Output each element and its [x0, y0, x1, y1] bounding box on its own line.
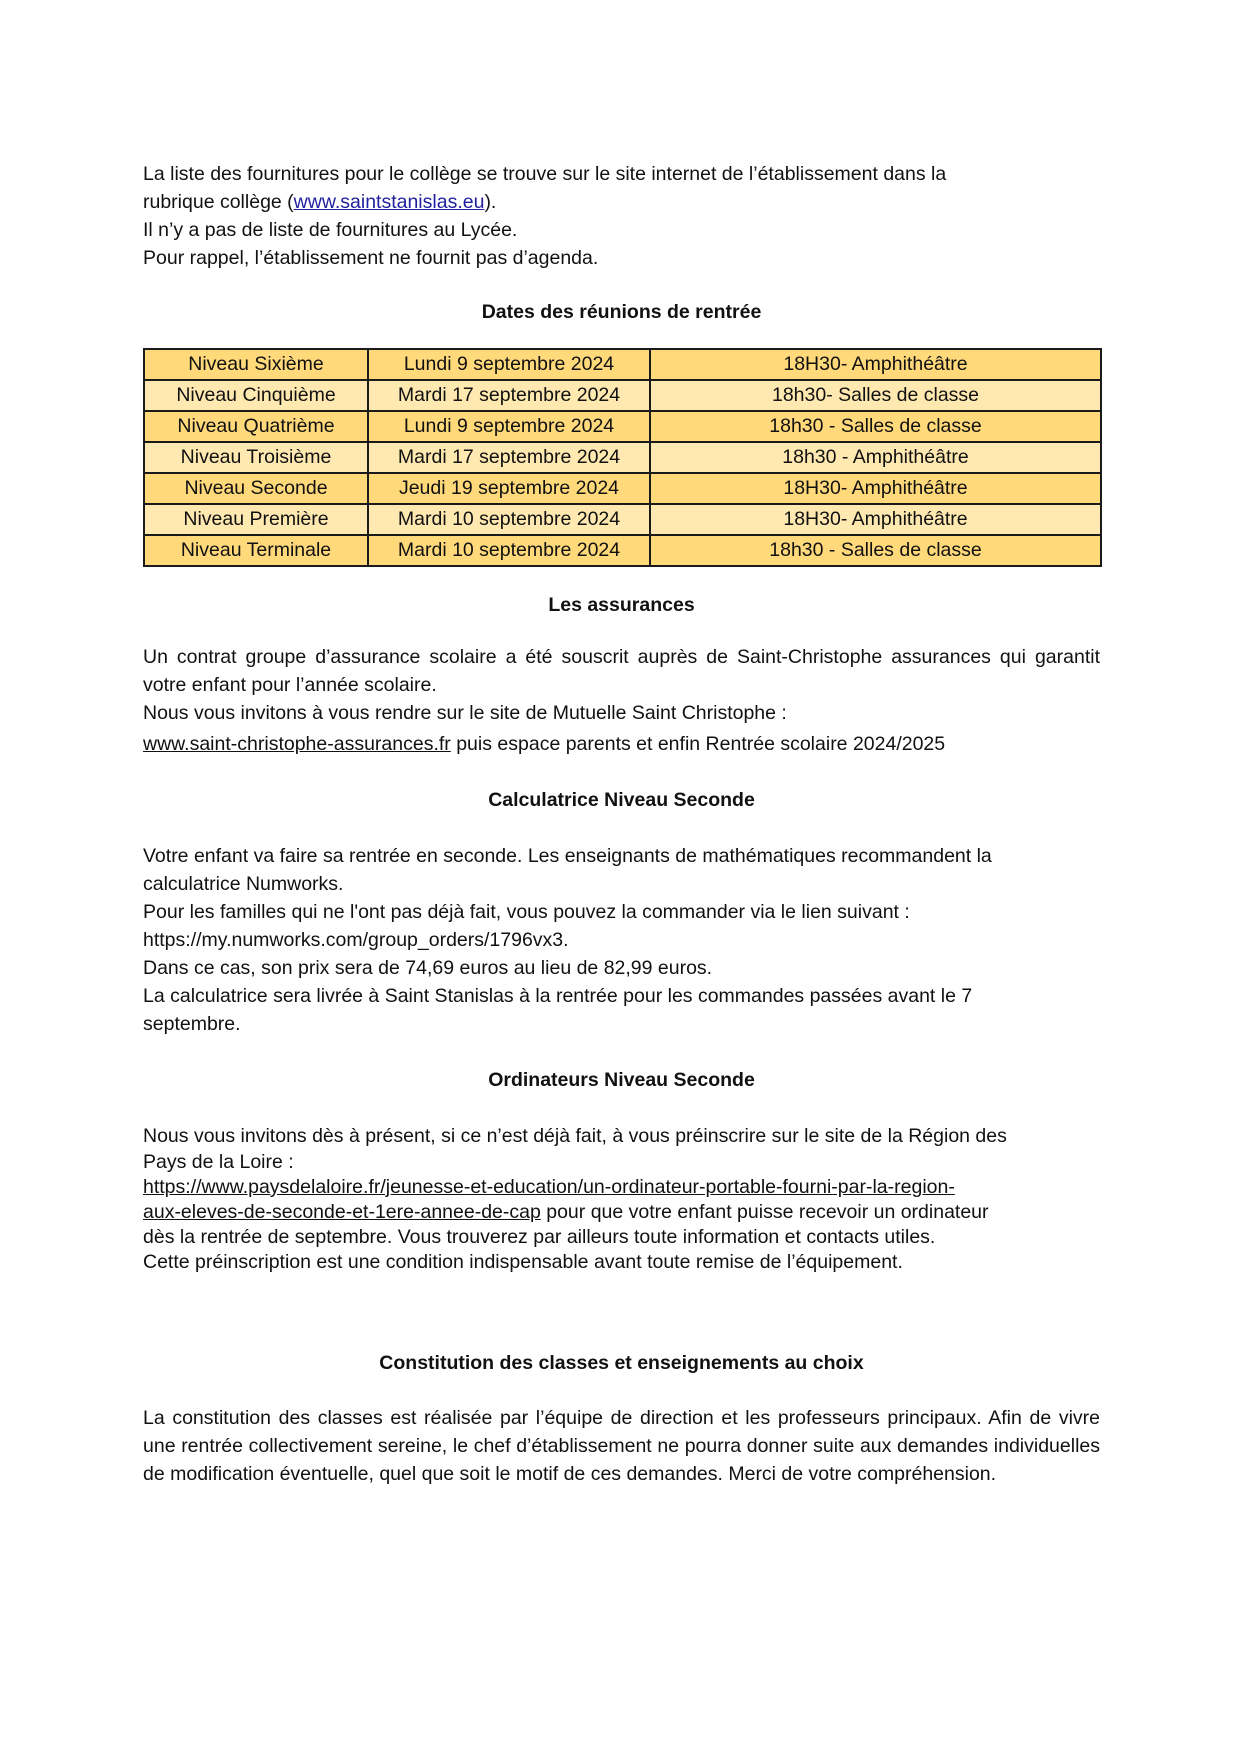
level-cell: Niveau Sixième	[144, 349, 368, 380]
region-link-part-1[interactable]: https://www.paysdelaloire.fr/jeunesse-et-education/un-ordinateur-portable-fourni-par-la-region-	[143, 1176, 955, 1198]
date-cell: Lundi 9 septembre 2024	[368, 411, 650, 442]
info-cell: 18H30- Amphithéâtre	[650, 473, 1101, 504]
meetings-table	[143, 348, 1102, 567]
computers-line-1: Nous vous invitons dès à présent, si ce n’est déjà fait, à vous préinscrire sur le site de la Région des	[143, 1125, 1007, 1147]
insurance-link-suffix: puis espace parents et enfin Rentrée scolaire 2024/2025	[450, 733, 946, 755]
school-website-link[interactable]: www.saintstanislas.eu	[293, 191, 485, 213]
classes-section	[143, 1404, 1100, 1488]
insurance-title: Les assurances	[548, 594, 695, 616]
insurance-section	[143, 643, 1100, 758]
intro-line-1: La liste des fournitures pour le collège se trouve sur le site internet de l’établissement dans la	[143, 163, 947, 185]
insurance-website-link[interactable]: www.saint-christophe-assurances.fr	[143, 733, 451, 755]
info-cell: 18h30 - Amphithéâtre	[650, 442, 1101, 473]
table-row	[144, 535, 1101, 566]
document-page	[143, 160, 1100, 1488]
calculator-line-6: La calculatrice sera livrée à Saint Stanislas à la rentrée pour les commandes passées avant le 7	[143, 985, 973, 1007]
info-cell: 18h30 - Salles de classe	[650, 411, 1101, 442]
computers-section	[143, 1122, 1100, 1275]
calculator-line-7: septembre.	[143, 1013, 241, 1035]
computers-line-2: Pays de la Loire :	[143, 1151, 294, 1173]
computers-link-suffix: pour que votre enfant puisse recevoir un ordinateur	[540, 1201, 989, 1223]
calculator-line-2: calculatrice Numworks.	[143, 873, 344, 895]
calculator-line-3: Pour les familles qui ne l'ont pas déjà fait, vous pouvez la commander via le lien suivant :	[143, 901, 910, 923]
insurance-paragraph-2: Nous vous invitons à vous rendre sur le site de Mutuelle Saint Christophe :	[143, 702, 787, 724]
computers-title: Ordinateurs Niveau Seconde	[488, 1069, 755, 1091]
level-cell: Niveau Troisième	[144, 442, 368, 473]
level-cell: Niveau Première	[144, 504, 368, 535]
computers-line-5: Cette préinscription est une condition indispensable avant toute remise de l’équipement.	[143, 1251, 903, 1273]
level-cell: Niveau Seconde	[144, 473, 368, 504]
intro-line-2	[143, 188, 1100, 216]
intro-section	[143, 160, 1100, 272]
date-cell: Mardi 10 septembre 2024	[368, 535, 650, 566]
calculator-title: Calculatrice Niveau Seconde	[488, 789, 755, 811]
date-cell: Mardi 10 septembre 2024	[368, 504, 650, 535]
calculator-line-5: Dans ce cas, son prix sera de 74,69 euros au lieu de 82,99 euros.	[143, 957, 713, 979]
info-cell: 18H30- Amphithéâtre	[650, 504, 1101, 535]
date-cell: Jeudi 19 septembre 2024	[368, 473, 650, 504]
computers-link-line-1	[143, 1175, 1100, 1200]
classes-paragraph: La constitution des classes est réalisée par l’équipe de direction et les professeurs principaux. Afin de vivre une rentrée collectivement sereine, le chef d’établissement ne pourra donner suite aux demandes individuelles de modification éventuelle, quel que soit le motif de ces demandes. Merci de votre compréhension.	[143, 1407, 1100, 1485]
intro-line-2-prefix: rubrique collège (	[143, 191, 294, 213]
table-row	[144, 380, 1101, 411]
level-cell: Niveau Terminale	[144, 535, 368, 566]
info-cell: 18h30- Salles de classe	[650, 380, 1101, 411]
date-cell: Lundi 9 septembre 2024	[368, 349, 650, 380]
intro-line-3: Il n’y a pas de liste de fournitures au Lycée.	[143, 219, 518, 241]
level-cell: Niveau Cinquième	[144, 380, 368, 411]
classes-title: Constitution des classes et enseignements au choix	[379, 1352, 864, 1374]
intro-line-2-suffix: ).	[484, 191, 497, 213]
table-row	[144, 473, 1101, 504]
table-row	[144, 442, 1101, 473]
intro-line-4: Pour rappel, l’établissement ne fournit pas d’agenda.	[143, 247, 599, 269]
info-cell: 18h30 - Salles de classe	[650, 535, 1101, 566]
table-row	[144, 411, 1101, 442]
level-cell: Niveau Quatrième	[144, 411, 368, 442]
computers-line-4: dès la rentrée de septembre. Vous trouverez par ailleurs toute information et contacts utiles.	[143, 1226, 936, 1248]
meetings-title: Dates des réunions de rentrée	[481, 301, 762, 323]
date-cell: Mardi 17 septembre 2024	[368, 442, 650, 473]
table-row	[144, 349, 1101, 380]
table-row	[144, 504, 1101, 535]
info-cell: 18H30- Amphithéâtre	[650, 349, 1101, 380]
insurance-paragraph-1: Un contrat groupe d’assurance scolaire a été souscrit auprès de Saint-Christophe assurances qui garantit votre enfant pour l’année scolaire.	[143, 646, 1100, 696]
calculator-order-url: https://my.numworks.com/group_orders/1796vx3.	[143, 929, 569, 951]
calculator-line-1: Votre enfant va faire sa rentrée en seconde. Les enseignants de mathématiques recommandent la	[143, 845, 992, 867]
insurance-link-line	[143, 730, 1100, 758]
date-cell: Mardi 17 septembre 2024	[368, 380, 650, 411]
region-link-part-2[interactable]: aux-eleves-de-seconde-et-1ere-annee-de-cap	[143, 1201, 541, 1223]
calculator-section	[143, 842, 1100, 1038]
computers-link-line-2	[143, 1200, 1100, 1225]
